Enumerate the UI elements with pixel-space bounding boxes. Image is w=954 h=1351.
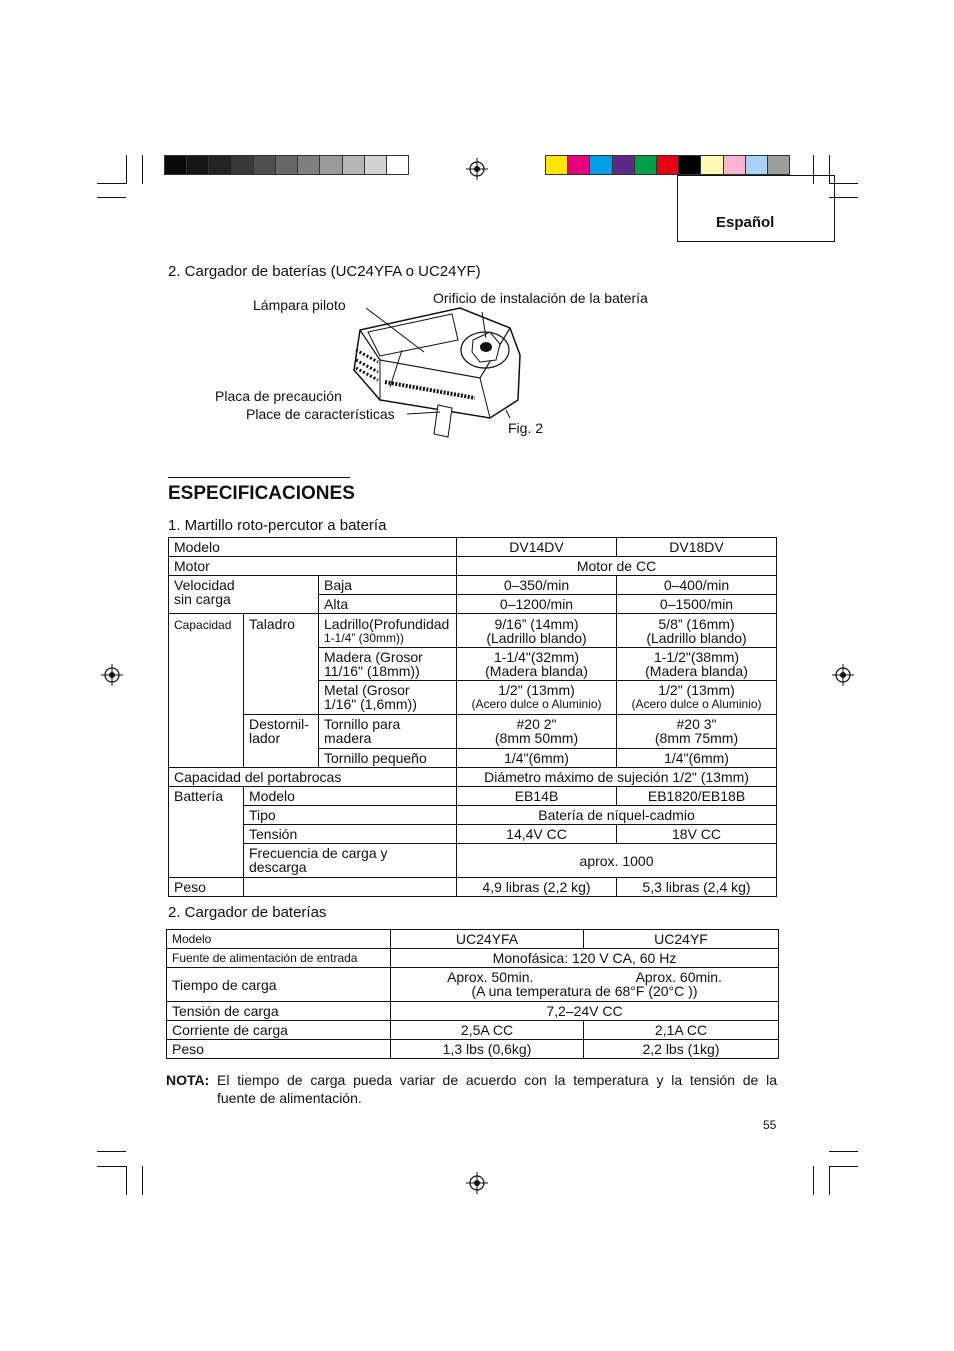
table1-title: 1. Martillo roto-percutor a batería [168,517,387,534]
cell-text: (Acero dulce o Aluminio) [631,697,762,711]
table-cell: 4,9 libras (2,2 kg) [457,878,617,897]
cell-text: Velocidad [174,577,235,593]
cell-text: 5/8” (16mm) [658,616,735,632]
table-cell: Tipo [244,806,457,825]
table-cell: Capacidad [169,614,244,768]
charge-time-values [396,970,773,984]
color-swatch [208,155,231,175]
cell-text: (Ladrillo blando) [486,630,587,646]
table-cell: 18V CC [617,825,777,844]
table-cell: UC24YFA [391,930,584,949]
table-cell: 2,2 lbs (1kg) [584,1040,779,1059]
note-text-line2: fuente de alimentación. [217,1090,362,1106]
color-swatch [253,155,276,175]
table-cell: 0–1200/min [457,595,617,614]
specifications-heading: ESPECIFICACIONES [168,483,355,504]
color-swatch [678,155,701,175]
battery-hole-label: Orificio de instalación de la batería [433,290,648,306]
table-cell: Battería [169,787,244,878]
color-swatch [297,155,320,175]
table-cell: Motor [169,557,457,576]
table-cell: aprox. 1000 [457,844,777,878]
table-cell [319,614,457,648]
table-cell: 2,5A CC [391,1021,584,1040]
table-cell: Capacidad del portabrocas [169,768,457,787]
table-cell: Fuente de alimentación de entrada [167,949,391,968]
cell-text: Metal (Grosor [324,682,410,698]
table-cell [617,715,777,749]
charger-section-title: 2. Cargador de baterías (UC24YFA o UC24YF) [168,263,481,280]
page-number: 55 [763,1118,777,1132]
table-cell [457,715,617,749]
cell-text: (Ladrillo blando) [646,630,747,646]
cell-text: 11/16" (18mm)) [324,663,420,679]
cell-text: Aprox. 60min. [635,969,722,985]
table-cell: Tiempo de carga [167,968,391,1002]
table-cell: Modelo [169,538,457,557]
charger-illustration [340,300,530,445]
cell-text: sin carga [174,591,231,607]
table-cell: DV14DV [457,538,617,557]
nameplate-label: Place de características [246,406,395,422]
table-cell: 0–350/min [457,576,617,595]
registration-mark-bottom [466,1172,488,1194]
cell-text: Aprox. 50min. [447,969,534,985]
table-cell [391,968,779,1002]
table-cell: 1/4"(6mm) [457,749,617,768]
cell-text: 1/16" (1,6mm)) [324,696,417,712]
cell-text: Madera (Grosor [324,649,423,665]
color-swatch [634,155,657,175]
table-cell: Tensión [244,825,457,844]
table-cell: 14,4V CC [457,825,617,844]
color-swatch [745,155,768,175]
table-cell: EB14B [457,787,617,806]
charger-spec-table [166,929,779,1059]
heading-rule [168,477,350,478]
cell-text: Frecuencia de carga y [249,845,388,861]
table-cell: Monofásica: 120 V CA, 60 Hz [391,949,779,968]
color-swatch [319,155,342,175]
table-cell [244,878,457,897]
table-cell: Diámetro máximo de sujeción 1/2" (13mm) [457,768,777,787]
table-cell: 1/4"(6mm) [617,749,777,768]
registration-mark-top [466,158,488,180]
table-cell: Batería de níquel-cadmio [457,806,777,825]
table-cell: Taladro [244,614,319,715]
color-swatch [656,155,679,175]
color-swatch [342,155,365,175]
cell-text: (Madera blanda) [485,663,588,679]
table-cell: 1,3 lbs (0,6kg) [391,1040,584,1059]
note-label: NOTA: [166,1072,210,1088]
language-label: Español [716,214,775,231]
table-cell [617,614,777,648]
cell-text: (8mm 50mm) [494,730,579,746]
color-swatch [567,155,590,175]
table-cell: EB1820/EB18B [617,787,777,806]
color-swatch [231,155,254,175]
table-cell [457,681,617,715]
cell-text: 1-1/4” (30mm)) [324,631,405,645]
cell-text: Destornil- [249,716,309,732]
cell-text: 9/16” (14mm) [494,616,579,632]
table-cell: DV18DV [617,538,777,557]
table-cell: 7,2–24V CC [391,1002,779,1021]
table-cell: 2,1A CC [584,1021,779,1040]
pilot-lamp-label: Lámpara piloto [253,297,346,313]
cell-text: (Acero dulce o Aluminio) [471,697,602,711]
table-cell: Modelo [244,787,457,806]
table-cell: Modelo [167,930,391,949]
table-cell: 0–400/min [617,576,777,595]
table-cell: Peso [167,1040,391,1059]
color-swatch [612,155,635,175]
table-cell [319,681,457,715]
cell-text: (8mm 75mm) [654,730,739,746]
table-cell: Alta [319,595,457,614]
color-swatch [275,155,298,175]
cell-text: Tornillo para [324,716,401,732]
table-cell [244,844,457,878]
table-cell: Baja [319,576,457,595]
language-tab [677,175,835,242]
cell-text: (Madera blanda) [645,663,748,679]
table-cell: 5,3 libras (2,4 kg) [617,878,777,897]
table-cell: Corriente de carga [167,1021,391,1040]
table2-title: 2. Cargador de baterías [168,904,327,921]
cell-text: madera [324,730,372,746]
color-swatch [700,155,723,175]
table-cell: UC24YF [584,930,779,949]
caution-plate-label: Placa de precaución [215,388,342,404]
cell-text: 1-1/4"(32mm) [493,649,580,665]
cell-text: 1/2" (13mm) [498,682,575,698]
figure-caption: Fig. 2 [508,420,544,436]
cell-text: lador [249,730,281,746]
table-cell [169,576,319,614]
registration-mark-right [832,664,854,686]
table-cell [457,648,617,681]
table-cell [319,648,457,681]
hammer-drill-spec-table [168,537,777,897]
table-cell [617,681,777,715]
cell-text: 1-1/2"(38mm) [653,649,740,665]
table-cell: Motor de CC [457,557,777,576]
table-cell: Peso [169,878,244,897]
color-swatch [545,155,568,175]
registration-mark-left [101,664,123,686]
color-swatch [364,155,387,175]
table-cell [319,715,457,749]
color-swatch [164,155,187,175]
cell-text: Ladrillo(Profundidad [324,616,450,632]
note-text-line1: El tiempo de carga pueda variar de acuerdo con la temperatura y la tensión de la [217,1072,777,1088]
table-cell: Tensión de carga [167,1002,391,1021]
color-swatch [589,155,612,175]
cell-text: 1/2" (13mm) [658,682,735,698]
color-swatch [386,155,409,175]
cell-text: #20 3" [676,716,717,732]
color-swatch [186,155,209,175]
cell-text: (A una temperatura de 68°F (20°C )) [471,983,698,999]
cell-text: descarga [249,859,307,875]
table-cell: Tornillo pequeño [319,749,457,768]
color-swatch [767,155,790,175]
table-cell [617,648,777,681]
color-swatch [723,155,746,175]
cell-text: #20 2" [516,716,557,732]
table-cell [244,715,319,768]
table-cell: 0–1500/min [617,595,777,614]
table-cell [457,614,617,648]
